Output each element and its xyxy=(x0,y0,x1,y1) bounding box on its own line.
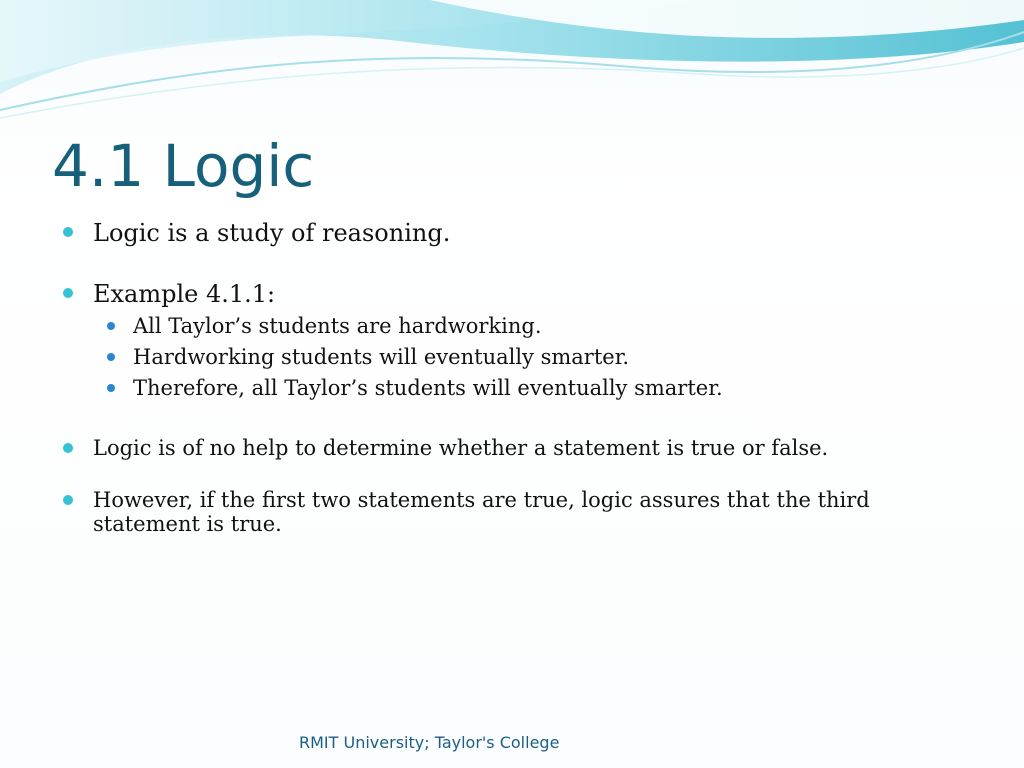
slide-body xyxy=(60,216,960,536)
sub-bullet-item xyxy=(133,311,960,342)
sub-bullet-dot xyxy=(107,353,115,361)
sub-bullet-text: Hardworking students will eventually smarter. xyxy=(133,345,630,369)
slide-title: 4.1 Logic xyxy=(52,132,315,200)
sub-bullet-text: Therefore, all Taylor’s students will eventually smarter. xyxy=(133,376,723,400)
bullet-dot xyxy=(63,443,73,453)
example-sublist xyxy=(60,311,960,404)
sub-bullet-item xyxy=(133,342,960,373)
bullet-dot xyxy=(63,495,73,505)
bullet-logic-definition xyxy=(60,216,960,250)
bullet-text: Logic is a study of reasoning. xyxy=(93,219,451,247)
bullet-text: However, if the first two statements are true, logic assures that the third statement is true. xyxy=(93,488,870,536)
sub-bullet-dot xyxy=(107,322,115,330)
bullet-dot xyxy=(63,227,73,237)
decorative-wave-header xyxy=(0,0,1024,130)
sub-bullet-item xyxy=(133,373,960,404)
sub-bullet-dot xyxy=(107,384,115,392)
slide-footer: RMIT University; Taylor's College xyxy=(299,733,560,752)
bullet-logic-limitation xyxy=(60,436,960,460)
bullet-logic-assurance xyxy=(60,488,960,536)
bullet-example-heading xyxy=(60,277,960,311)
bullet-text: Logic is of no help to determine whether a statement is true or false. xyxy=(93,436,829,460)
bullet-text: Example 4.1.1: xyxy=(93,280,276,308)
sub-bullet-text: All Taylor’s students are hardworking. xyxy=(133,314,542,338)
bullet-dot xyxy=(63,288,73,298)
